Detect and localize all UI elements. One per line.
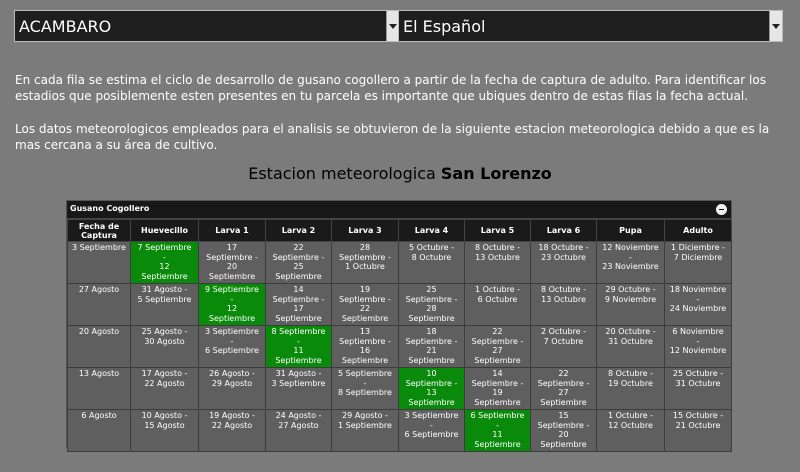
stage-cell <box>531 284 597 326</box>
stage-cell <box>665 410 732 452</box>
language-select-value: El Español <box>403 17 486 36</box>
stage-cell <box>597 326 665 368</box>
stage-cell <box>597 410 665 452</box>
cell-line: 5 Octubre - <box>408 243 455 252</box>
cell-line: Septiembre <box>341 313 389 323</box>
cell-line: 1 Septiembre <box>338 420 392 430</box>
cell-line: Septiembre <box>408 313 455 323</box>
cell-line: Septiembre <box>275 355 322 365</box>
cell-line: 18 <box>426 327 437 336</box>
cell-line: Septiembre - 17 <box>272 294 325 313</box>
cell-line: 9 Noviembre <box>604 294 657 304</box>
cell-line: 24 Noviembre <box>669 304 727 313</box>
stage-cell <box>266 284 332 326</box>
development-table <box>67 219 732 452</box>
table-row <box>68 368 732 410</box>
stage-cell <box>531 242 597 284</box>
stage-cell <box>531 368 597 410</box>
stage-cell <box>399 326 465 368</box>
cell-line: 22 <box>492 327 503 336</box>
stage-cell <box>665 284 732 326</box>
cell-line: - <box>696 294 700 304</box>
cell-line: - <box>629 252 632 262</box>
cell-line: Septiembre <box>408 355 455 365</box>
cell-line: Septiembre <box>141 271 188 281</box>
cell-line: Septiembre - 27 <box>537 378 590 397</box>
cell-line: 10 Agosto - <box>141 411 188 420</box>
cell-line: 11 <box>492 430 503 439</box>
cell-line: 6 Septiembre <box>205 346 259 355</box>
stage-cell <box>465 284 531 326</box>
cell-line: Septiembre - 16 <box>339 336 391 355</box>
cell-line: 7 Diciembre <box>673 252 723 262</box>
stage-cell <box>332 410 399 452</box>
stage-cell <box>199 368 266 410</box>
cell-line: 9 Septiembre <box>205 285 259 294</box>
cell-line: 31 Octubre <box>675 378 721 388</box>
stage-cell <box>332 284 399 326</box>
cell-line: 29 Agosto - <box>342 411 388 420</box>
cell-line: Septiembre <box>474 397 521 407</box>
stage-cell <box>665 242 732 284</box>
cell-line: 8 Septiembre <box>271 327 326 336</box>
cell-line: 24 Agosto - <box>275 411 322 420</box>
cell-line: 23 Octubre <box>541 252 586 262</box>
stage-cell <box>332 242 399 284</box>
cell-line: 12 Noviembre <box>669 346 727 355</box>
cell-line: 13 Octubre <box>475 252 520 262</box>
current-stage-cell <box>399 368 465 410</box>
cell-line: 1 Diciembre - <box>671 243 725 252</box>
stage-cell <box>465 242 531 284</box>
current-stage-cell <box>465 410 531 452</box>
capture-date-cell <box>68 242 131 284</box>
cell-line: Septiembre - <box>339 252 391 262</box>
cell-line: 11 <box>293 346 304 355</box>
current-stage-cell <box>131 242 199 284</box>
cell-line: - <box>696 336 700 346</box>
cell-line: - <box>496 420 499 430</box>
capture-date-cell <box>68 368 131 410</box>
cell-line: 2 Octubre - <box>540 327 587 336</box>
cell-line: 1 Octubre - <box>607 411 654 420</box>
cell-line: Septiembre <box>408 397 455 407</box>
table-row <box>68 242 732 284</box>
cell-line: 19 Agosto - <box>209 411 255 420</box>
intro-paragraph-2: Los datos meteorologicos empleados para el analisis se obtuvieron de la siguiente estacion meteorologica debido a que es la mas cercana a su área de cultivo. <box>15 122 770 152</box>
cell-line: 3 Septiembre <box>271 378 326 388</box>
column-header: Pupa <box>597 220 665 242</box>
cell-line: 12 <box>159 262 170 271</box>
cell-line: Septiembre <box>341 355 389 365</box>
cell-line: 31 Agosto - <box>141 285 188 294</box>
cell-line: Septiembre <box>474 355 521 365</box>
cell-line: 17 <box>226 243 238 252</box>
column-header: Fecha de Captura <box>68 220 131 242</box>
development-panel <box>66 200 732 448</box>
cell-line: 1 Octubre - <box>474 285 521 294</box>
stage-cell <box>399 410 465 452</box>
capture-date-cell <box>68 410 131 452</box>
table-row <box>68 284 732 326</box>
cell-line: - <box>230 294 234 304</box>
column-header: Huevecillo <box>131 220 199 242</box>
cell-line: Septiembre - 20 <box>537 420 590 439</box>
collapse-icon[interactable] <box>716 204 727 215</box>
stage-cell <box>199 410 266 452</box>
stage-cell <box>266 368 332 410</box>
stage-cell <box>131 368 199 410</box>
cell-line: 17 Agosto - <box>141 369 188 378</box>
chevron-down-icon[interactable] <box>769 11 782 41</box>
current-stage-cell <box>266 326 332 368</box>
cell-line: 19 Octubre <box>608 378 653 388</box>
city-select-value: ACAMBARO <box>19 17 112 36</box>
cell-line: 6 Septiembre <box>404 430 459 439</box>
cell-line: Septiembre <box>208 271 256 281</box>
cell-line: 22 Agosto <box>211 420 253 430</box>
cell-line: 8 Octubre <box>411 252 452 262</box>
cell-line: 25 <box>426 285 437 294</box>
stage-cell <box>131 326 199 368</box>
stage-cell <box>399 242 465 284</box>
cell-line: 28 <box>359 243 371 252</box>
cell-line: 26 Agosto - <box>209 369 255 378</box>
cell-line: 12 <box>226 304 238 313</box>
stage-cell <box>332 368 399 410</box>
cell-line: 27 Agosto <box>78 285 120 294</box>
stage-cell <box>131 284 199 326</box>
cell-line: 13 <box>359 327 371 336</box>
stage-cell <box>399 284 465 326</box>
cell-line: 7 Septiembre <box>137 243 192 252</box>
cell-line: 6 Noviembre <box>672 327 724 336</box>
station-prefix: Estacion meteorologica <box>248 164 441 183</box>
cell-line: 18 Noviembre <box>669 285 727 294</box>
capture-date-cell <box>68 326 131 368</box>
column-header: Adulto <box>665 220 732 242</box>
cell-line: Septiembre <box>540 397 587 407</box>
cell-line: 12 Noviembre <box>602 243 659 252</box>
cell-line: 13 Agosto <box>78 369 120 378</box>
cell-line: Septiembre <box>208 313 256 323</box>
cell-line: 31 Octubre <box>608 336 653 346</box>
panel-title: Gusano Cogollero <box>70 204 150 213</box>
cell-line: Septiembre <box>275 271 322 281</box>
cell-line: 29 Agosto <box>211 378 253 388</box>
cell-line: - <box>163 252 166 262</box>
current-stage-cell <box>199 284 266 326</box>
cell-line: 31 Agosto - <box>275 369 322 378</box>
cell-line: 13 Octubre <box>541 294 586 304</box>
cell-line: 30 Agosto <box>144 336 185 346</box>
column-header: Larva 5 <box>465 220 531 242</box>
cell-line: 5 Septiembre <box>137 294 192 304</box>
cell-line: 25 Agosto - <box>141 327 188 336</box>
stage-cell <box>531 326 597 368</box>
column-header: Larva 6 <box>531 220 597 242</box>
cell-line: 18 Octubre - <box>538 243 589 252</box>
cell-line: 23 Noviembre <box>602 262 659 271</box>
stage-cell <box>131 410 199 452</box>
table-row <box>68 410 732 452</box>
stage-cell <box>597 284 665 326</box>
panel-header <box>67 201 731 219</box>
language-select[interactable] <box>398 10 783 42</box>
capture-date-cell <box>68 284 131 326</box>
cell-line: Septiembre - 19 <box>471 378 524 397</box>
cell-line: 3 Septiembre <box>404 411 459 420</box>
cell-line: 8 Septiembre <box>338 388 392 397</box>
cell-line: 14 <box>492 369 503 378</box>
cell-line: 22 <box>293 243 304 252</box>
cell-line: 22 Agosto <box>144 378 185 388</box>
stage-cell <box>531 410 597 452</box>
stage-cell <box>199 326 266 368</box>
cell-line: Septiembre - 27 <box>471 336 524 355</box>
cell-line: 20 Octubre - <box>605 327 656 336</box>
cell-line: 15 <box>558 411 569 420</box>
cell-line: 21 Octubre <box>675 420 721 430</box>
column-header: Larva 4 <box>399 220 465 242</box>
cell-line: - <box>297 336 300 346</box>
stage-cell <box>665 368 732 410</box>
cell-line: 29 Octubre - <box>605 285 656 294</box>
cell-line: 8 Octubre - <box>474 243 521 252</box>
intro-paragraph-1: En cada fila se estima el ciclo de desarrollo de gusano cogollero a partir de la fecha de captura de adulto. Para identificar los estadios que posiblemente esten presentes en tu parcela es importante que ubiques dentro de estas filas la fecha actual. <box>15 73 766 103</box>
stage-cell <box>266 410 332 452</box>
cell-line: 19 <box>359 285 371 294</box>
cell-line: 27 Agosto <box>278 420 319 430</box>
station-name: San Lorenzo <box>440 164 552 183</box>
cell-line: 3 Septiembre <box>72 243 126 252</box>
cell-line: 8 Octubre - <box>607 369 654 378</box>
cell-line: Septiembre <box>540 439 587 449</box>
cell-line: 12 Octubre <box>608 420 653 430</box>
station-heading <box>0 164 800 183</box>
stage-cell <box>465 326 531 368</box>
stage-cell <box>597 368 665 410</box>
stage-cell <box>266 242 332 284</box>
stage-cell <box>332 326 399 368</box>
table-row <box>68 326 732 368</box>
stage-cell <box>465 368 531 410</box>
cell-line: Septiembre <box>474 439 521 449</box>
cell-line: 6 Agosto <box>81 411 117 420</box>
cell-line: Septiembre - 13 <box>405 378 458 397</box>
cell-line: 15 Octubre - <box>672 411 724 420</box>
cell-line: Septiembre - 20 <box>206 252 258 271</box>
cell-line: 15 Agosto <box>144 420 185 430</box>
cell-line: Septiembre - 25 <box>272 252 325 271</box>
cell-line: 8 Octubre - <box>540 285 587 294</box>
stage-cell <box>665 326 732 368</box>
city-select[interactable] <box>14 10 400 42</box>
table-header-row <box>68 220 732 242</box>
cell-line: 6 Octubre <box>477 294 518 304</box>
cell-line: Septiembre - 22 <box>339 294 391 313</box>
cell-line: - <box>230 336 234 346</box>
cell-line: 7 Octubre <box>543 336 584 346</box>
cell-line: Septiembre - 28 <box>405 294 458 313</box>
stage-cell <box>597 242 665 284</box>
cell-line: 25 Octubre - <box>672 369 724 378</box>
stage-cell <box>199 242 266 284</box>
cell-line: 20 Agosto <box>78 327 120 336</box>
cell-line: 1 Octubre <box>345 262 385 271</box>
cell-line: 10 <box>426 369 437 378</box>
cell-line: Septiembre - 21 <box>405 336 458 355</box>
cell-line: 14 <box>293 285 304 294</box>
cell-line: - <box>363 378 367 388</box>
column-header: Larva 3 <box>332 220 399 242</box>
cell-line: 22 <box>558 369 569 378</box>
cell-line: - <box>430 420 433 430</box>
cell-line: 6 Septiembre <box>470 411 525 420</box>
cell-line: 3 Septiembre <box>205 327 259 336</box>
cell-line: 5 Septiembre <box>338 369 392 378</box>
column-header: Larva 2 <box>266 220 332 242</box>
cell-line: Septiembre <box>275 313 322 323</box>
column-header: Larva 1 <box>199 220 266 242</box>
